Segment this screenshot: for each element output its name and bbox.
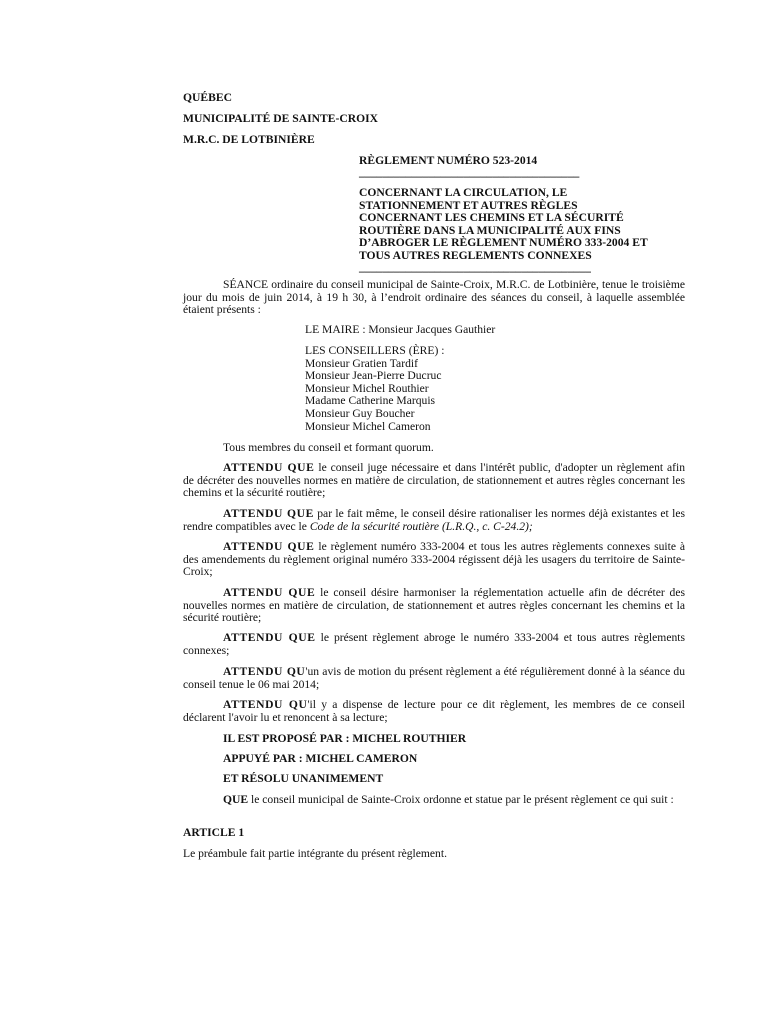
- subject-line: STATIONNEMENT ET AUTRES RÈGLES: [359, 198, 578, 212]
- attendu-paragraph: [183, 541, 685, 579]
- reglement-rule-top: ______________________________________: [359, 165, 580, 179]
- attendu-lead: ATTENDU QUE: [223, 507, 314, 520]
- reglement-rule-bottom: ________________________________________: [359, 260, 591, 274]
- province-heading: QUÉBEC: [183, 91, 232, 104]
- attendu-lead: ATTENDU QU: [223, 698, 308, 711]
- attendu-lead: ATTENDU QUE: [223, 540, 315, 553]
- propose-line: IL EST PROPOSÉ PAR : MICHEL ROUTHIER: [223, 732, 467, 745]
- conseiller-name: Monsieur Gratien Tardif: [305, 356, 418, 370]
- que-paragraph: [183, 794, 685, 807]
- attendu-lead: ATTENDU QU: [223, 665, 306, 678]
- reglement-number: [359, 155, 689, 179]
- attendu-paragraph: [183, 587, 685, 625]
- conseiller-name: Monsieur Michel Cameron: [305, 419, 431, 433]
- attendu-paragraph: [183, 462, 685, 500]
- conseiller-name: Monsieur Jean-Pierre Ducruc: [305, 369, 442, 383]
- article-1-title: ARTICLE 1: [183, 826, 245, 839]
- que-lead: QUE: [223, 793, 249, 806]
- attendu-text: 'un avis de motion du présent règlement a été régulièrement donné à la séance du conseil tenue le 06 mai 2014;: [183, 665, 685, 691]
- attendu-text: par le fait même, le conseil désire rationaliser les normes déjà existantes et les rendre compatibles avec le: [183, 507, 685, 533]
- subject-line: ROUTIÈRE DANS LA MUNICIPALITÉ AUX FINS: [359, 223, 621, 237]
- conseiller-name: Monsieur Michel Routhier: [305, 381, 429, 395]
- attendu-paragraph: [183, 632, 685, 657]
- attendu-paragraph: [183, 699, 685, 724]
- attendu-paragraph: [183, 508, 685, 533]
- conseillers-title: LES CONSEILLERS (ÈRE) :: [305, 344, 445, 357]
- attendu-text: le conseil juge nécessaire et dans l'intérêt public, d'adopter un règlement afin de décréter des nouvelles normes en matière de circulation, de stationnement et autres règles concernant les chemins et la sécurité routière;: [183, 461, 686, 500]
- resolu-line: ET RÉSOLU UNANIMEMENT: [223, 772, 384, 785]
- reglement-subject: [359, 187, 689, 274]
- appuye-line: APPUYÉ PAR : MICHEL CAMERON: [223, 752, 418, 765]
- que-text: le conseil municipal de Sainte-Croix ordonne et statue par le présent règlement ce qui suit :: [248, 793, 674, 806]
- conseiller-name: Madame Catherine Marquis: [305, 394, 436, 408]
- attendu-text: le présent règlement abroge le numéro 333-2004 et tous autres règlements connexes;: [183, 631, 685, 657]
- attendu-lead: ATTENDU QUE: [223, 461, 315, 474]
- attendu-lead: ATTENDU QUE: [223, 586, 316, 599]
- subject-line: TOUS AUTRES REGLEMENTS CONNEXES: [359, 248, 592, 262]
- municipality-heading: MUNICIPALITÉ DE SAINTE-CROIX: [183, 112, 378, 125]
- subject-line: D’ABROGER LE RÈGLEMENT NUMÉRO 333-2004 ET: [359, 236, 648, 250]
- conseillers-list: [305, 345, 444, 433]
- conseiller-name: Monsieur Guy Boucher: [305, 406, 415, 420]
- attendu-text: le règlement numéro 333-2004 et tous les autres règlements connexes suite à des amendements du règlement original numéro 333-2004 régissent déjà les usagers du territoire de Sainte-Croix;: [183, 540, 686, 579]
- quorum-line: Tous membres du conseil et formant quorum.: [223, 441, 434, 454]
- attendu-paragraph: [183, 666, 685, 691]
- subject-line: CONCERNANT LA CIRCULATION, LE: [359, 186, 568, 199]
- article-1-text: Le préambule fait partie intégrante du présent règlement.: [183, 847, 447, 860]
- reglement-number-text: RÈGLEMENT NUMÉRO 523-2014: [359, 154, 538, 167]
- mrc-heading: M.R.C. DE LOTBINIÈRE: [183, 133, 315, 146]
- maire-line: LE MAIRE : Monsieur Jacques Gauthier: [305, 323, 496, 336]
- subject-line: CONCERNANT LES CHEMINS ET LA SÉCURITÉ: [359, 211, 624, 225]
- attendu-text: le conseil désire harmoniser la réglementation actuelle afin de décréter des nouvelles normes en matière de circulation, de stationnement et autres règles concernant les chemins et la sécurité routière;: [183, 586, 686, 625]
- attendu-text: 'il y a dispense de lecture pour ce dit règlement, les membres de ce conseil déclarent l'avoir lu et renoncent à sa lecture;: [183, 698, 685, 724]
- attendu-italic-citation: Code de la sécurité routière (L.R.Q., c. C-24.2);: [309, 519, 533, 533]
- seance-paragraph: SÉANCE ordinaire du conseil municipal de Sainte-Croix, M.R.C. de Lotbinière, tenue le troisième jour du mois de juin 2014, à 19 h 30, à l’endroit ordinaire des séances du conseil, à laquelle assemblée étaient présents :: [183, 278, 685, 317]
- attendu-lead: ATTENDU QUE: [223, 631, 316, 644]
